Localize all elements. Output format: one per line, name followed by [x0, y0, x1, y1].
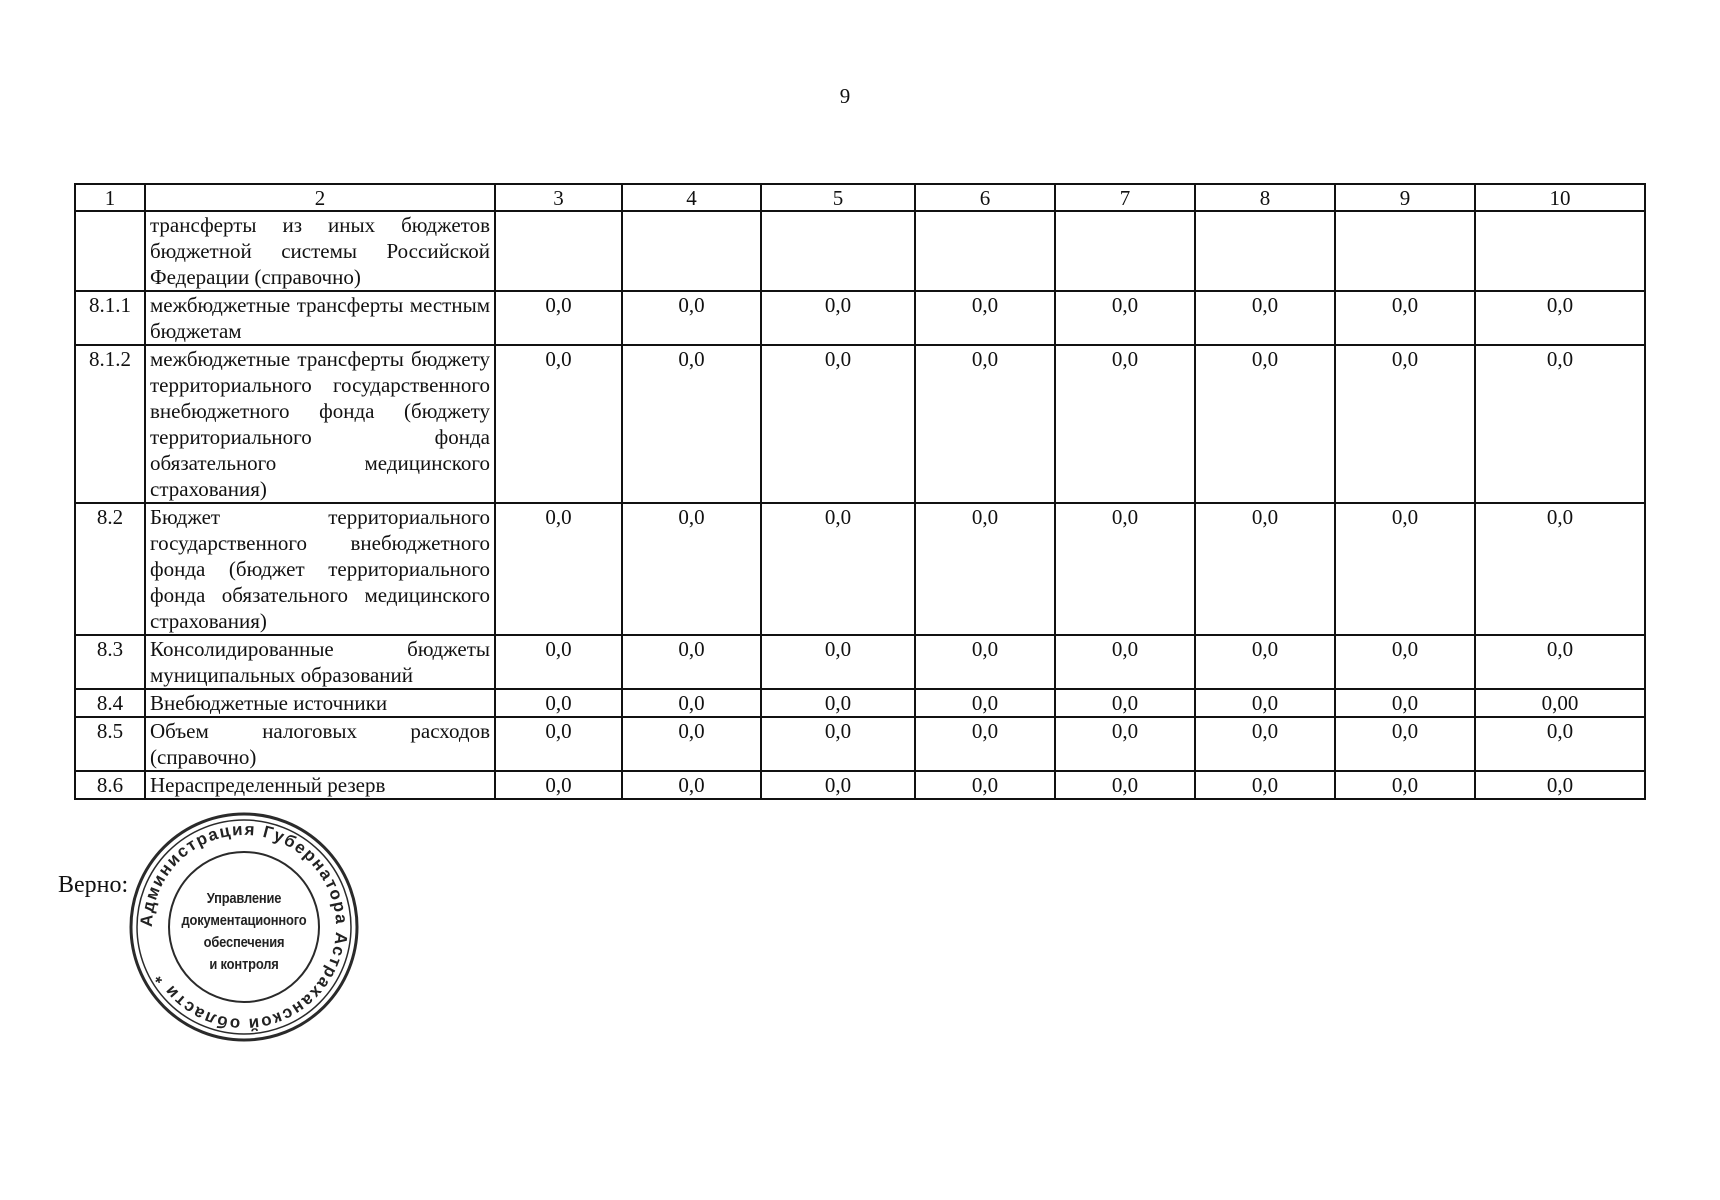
value-cell [1475, 211, 1645, 291]
header-row [75, 184, 1645, 211]
value-cell: 0,0 [1055, 503, 1195, 635]
row-code: 8.5 [75, 717, 145, 771]
row-code: 8.4 [75, 689, 145, 717]
table-row [75, 689, 1645, 717]
budget-table [74, 183, 1646, 800]
row-description: Консолидированные бюджеты муниципальных образований [145, 635, 495, 689]
value-cell [915, 211, 1055, 291]
header-cell: 6 [915, 184, 1055, 211]
value-cell: 0,0 [1195, 689, 1335, 717]
row-description: Внебюджетные источники [145, 689, 495, 717]
value-cell: 0,0 [1475, 345, 1645, 503]
stamp-line: обеспечения [203, 934, 285, 951]
table-row [75, 211, 1645, 291]
value-cell: 0,0 [1195, 717, 1335, 771]
value-cell: 0,0 [915, 771, 1055, 799]
value-cell: 0,0 [622, 717, 761, 771]
value-cell: 0,0 [1335, 717, 1475, 771]
value-cell: 0,0 [495, 771, 622, 799]
value-cell: 0,0 [761, 689, 915, 717]
table-row [75, 291, 1645, 345]
value-cell [761, 211, 915, 291]
header-cell: 3 [495, 184, 622, 211]
value-cell: 0,0 [495, 503, 622, 635]
row-description: трансферты из иных бюджетов бюджетной системы Российской Федерации (справочно) [145, 211, 495, 291]
value-cell: 0,0 [761, 503, 915, 635]
header-cell: 8 [1195, 184, 1335, 211]
value-cell [1195, 211, 1335, 291]
value-cell: 0,0 [1335, 291, 1475, 345]
row-code: 8.6 [75, 771, 145, 799]
value-cell [1335, 211, 1475, 291]
value-cell: 0,0 [495, 291, 622, 345]
stamp-ring-text: Администрация Губернатора Астраханской области * [136, 819, 352, 1035]
value-cell: 0,0 [1475, 503, 1645, 635]
value-cell: 0,0 [915, 291, 1055, 345]
value-cell: 0,0 [622, 635, 761, 689]
value-cell: 0,0 [1475, 771, 1645, 799]
value-cell: 0,0 [622, 771, 761, 799]
value-cell: 0,0 [1475, 717, 1645, 771]
value-cell: 0,0 [1335, 503, 1475, 635]
table-row [75, 635, 1645, 689]
value-cell: 0,0 [761, 717, 915, 771]
header-cell: 9 [1335, 184, 1475, 211]
header-cell: 2 [145, 184, 495, 211]
stamp-line: и контроля [209, 956, 279, 973]
page-number: 9 [839, 84, 851, 108]
value-cell: 0,0 [1475, 291, 1645, 345]
value-cell: 0,0 [1335, 689, 1475, 717]
value-cell [1055, 211, 1195, 291]
value-cell: 0,0 [1195, 345, 1335, 503]
row-code: 8.3 [75, 635, 145, 689]
value-cell: 0,0 [1055, 345, 1195, 503]
value-cell: 0,0 [1195, 771, 1335, 799]
row-code [75, 211, 145, 291]
row-description: межбюджетные трансферты местным бюджетам [145, 291, 495, 345]
value-cell: 0,0 [495, 635, 622, 689]
value-cell: 0,0 [915, 689, 1055, 717]
stamp-center-text [169, 888, 319, 976]
value-cell: 0,0 [1055, 771, 1195, 799]
verno-label: Верно: [58, 872, 129, 898]
value-cell: 0,0 [1335, 635, 1475, 689]
value-cell [495, 211, 622, 291]
row-description: Бюджет территориального государственного внебюджетного фонда (бюджет территориального фонда обязательного медицинского страхования) [145, 503, 495, 635]
row-description: Объем налоговых расходов (справочно) [145, 717, 495, 771]
value-cell: 0,0 [761, 771, 915, 799]
value-cell: 0,0 [1475, 635, 1645, 689]
value-cell [622, 211, 761, 291]
value-cell: 0,0 [1335, 771, 1475, 799]
value-cell: 0,0 [915, 717, 1055, 771]
value-cell: 0,0 [1195, 291, 1335, 345]
header-cell: 10 [1475, 184, 1645, 211]
row-code: 8.1.1 [75, 291, 145, 345]
stamp-line: документационного [181, 912, 307, 929]
value-cell: 0,0 [915, 635, 1055, 689]
value-cell: 0,0 [761, 345, 915, 503]
header-cell: 5 [761, 184, 915, 211]
table-row [75, 345, 1645, 503]
value-cell: 0,0 [915, 503, 1055, 635]
value-cell: 0,0 [1195, 503, 1335, 635]
value-cell: 0,00 [1475, 689, 1645, 717]
value-cell: 0,0 [1055, 717, 1195, 771]
row-code: 8.2 [75, 503, 145, 635]
header-cell: 4 [622, 184, 761, 211]
value-cell: 0,0 [495, 345, 622, 503]
header-cell: 1 [75, 184, 145, 211]
value-cell: 0,0 [1055, 635, 1195, 689]
value-cell: 0,0 [1335, 345, 1475, 503]
header-cell: 7 [1055, 184, 1195, 211]
row-description: Нераспределенный резерв [145, 771, 495, 799]
value-cell: 0,0 [495, 689, 622, 717]
table-row [75, 717, 1645, 771]
value-cell: 0,0 [495, 717, 622, 771]
value-cell: 0,0 [761, 291, 915, 345]
value-cell: 0,0 [915, 345, 1055, 503]
row-code: 8.1.2 [75, 345, 145, 503]
value-cell: 0,0 [1195, 635, 1335, 689]
value-cell: 0,0 [1055, 689, 1195, 717]
stamp-line: Управление [206, 890, 282, 907]
official-stamp [127, 810, 361, 1044]
value-cell: 0,0 [622, 291, 761, 345]
value-cell: 0,0 [622, 345, 761, 503]
value-cell: 0,0 [622, 689, 761, 717]
row-description: межбюджетные трансферты бюджету территориального государственного внебюджетного фонда (бюджету территориального фонда обязательного медицинского страхования) [145, 345, 495, 503]
value-cell: 0,0 [761, 635, 915, 689]
table-row [75, 771, 1645, 799]
value-cell: 0,0 [622, 503, 761, 635]
value-cell: 0,0 [1055, 291, 1195, 345]
table-row [75, 503, 1645, 635]
